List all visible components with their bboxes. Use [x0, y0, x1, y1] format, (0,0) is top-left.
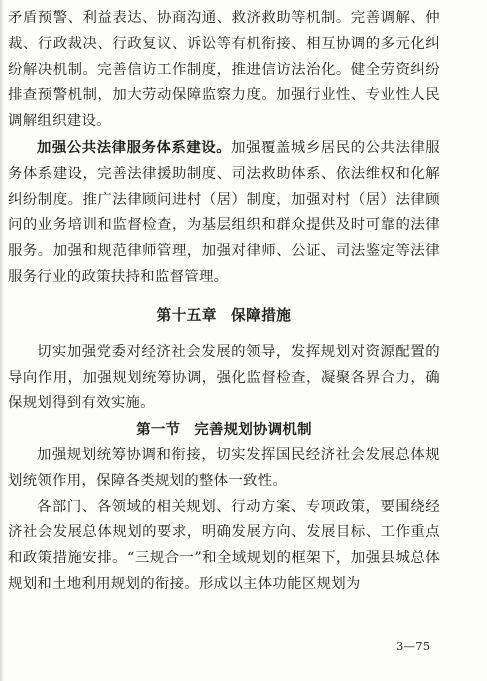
section-title: 完善规划协调机制	[194, 421, 312, 439]
page-body	[8, 6, 440, 598]
paragraph-coordination: 加强规划统筹协调和衔接，切实发挥国民经济社会发展总体规划统领作用，保障各类规划的整体一致性。	[8, 446, 440, 489]
section-heading	[8, 417, 440, 443]
chapter-title: 保障措施	[231, 306, 292, 324]
paragraph-departmental-plans: 各部门、各领域的相关规划、行动方案、专项政策，要围绕经济社会发展总体规划的要求，明确发展方向、发展目标、工作重点和政策措施安排。“三规合一”和全域规划的框架下，加强县城总体规划和土地利用规划的衔接。形成以主体功能区规划为	[8, 498, 440, 592]
chapter-heading	[8, 304, 440, 328]
legal-services-lead: 加强公共法律服务体系建设。	[37, 138, 232, 156]
legal-services-body: 加强覆盖城乡居民的公共法律服务体系建设，完善法律援助制度、司法救助体系、依法维权和化解纠纷制度。推广法律顾问进村（居）制度，加强对村（居）法律顾问的业务培训和监督检查，为基层组织和群众提供及时可靠的法律服务。加强和规范律师管理，加强对律师、公证、司法鉴定等法律服务行业的政策扶持和监督管理。	[8, 139, 440, 285]
paragraph-legal-services	[8, 135, 440, 291]
paragraph-dispute-resolution: 矛盾预警、利益表达、协商沟通、救济救助等机制。完善调解、仲裁、行政裁决、行政复议、诉讼等有机衔接、相互协调的多元化纠纷解决机制。完善信访工作制度，推进信访法治化。健全劳资纠纷排查预警机制，加大劳动保障监察力度。加强行业性、专业性人民调解组织建设。	[8, 10, 440, 130]
paragraph-implementation: 切实加强党委对经济社会发展的领导，发挥规划对资源配置的导向作用，加强规划统筹协调，强化监督检查，凝聚各界合力，确保规划得到有效实施。	[8, 343, 440, 412]
page-number: 3—75	[396, 639, 431, 653]
scan-edge-shadow	[0, 0, 4, 681]
section-number: 第一节	[136, 421, 181, 439]
chapter-number: 第十五章	[156, 306, 217, 324]
